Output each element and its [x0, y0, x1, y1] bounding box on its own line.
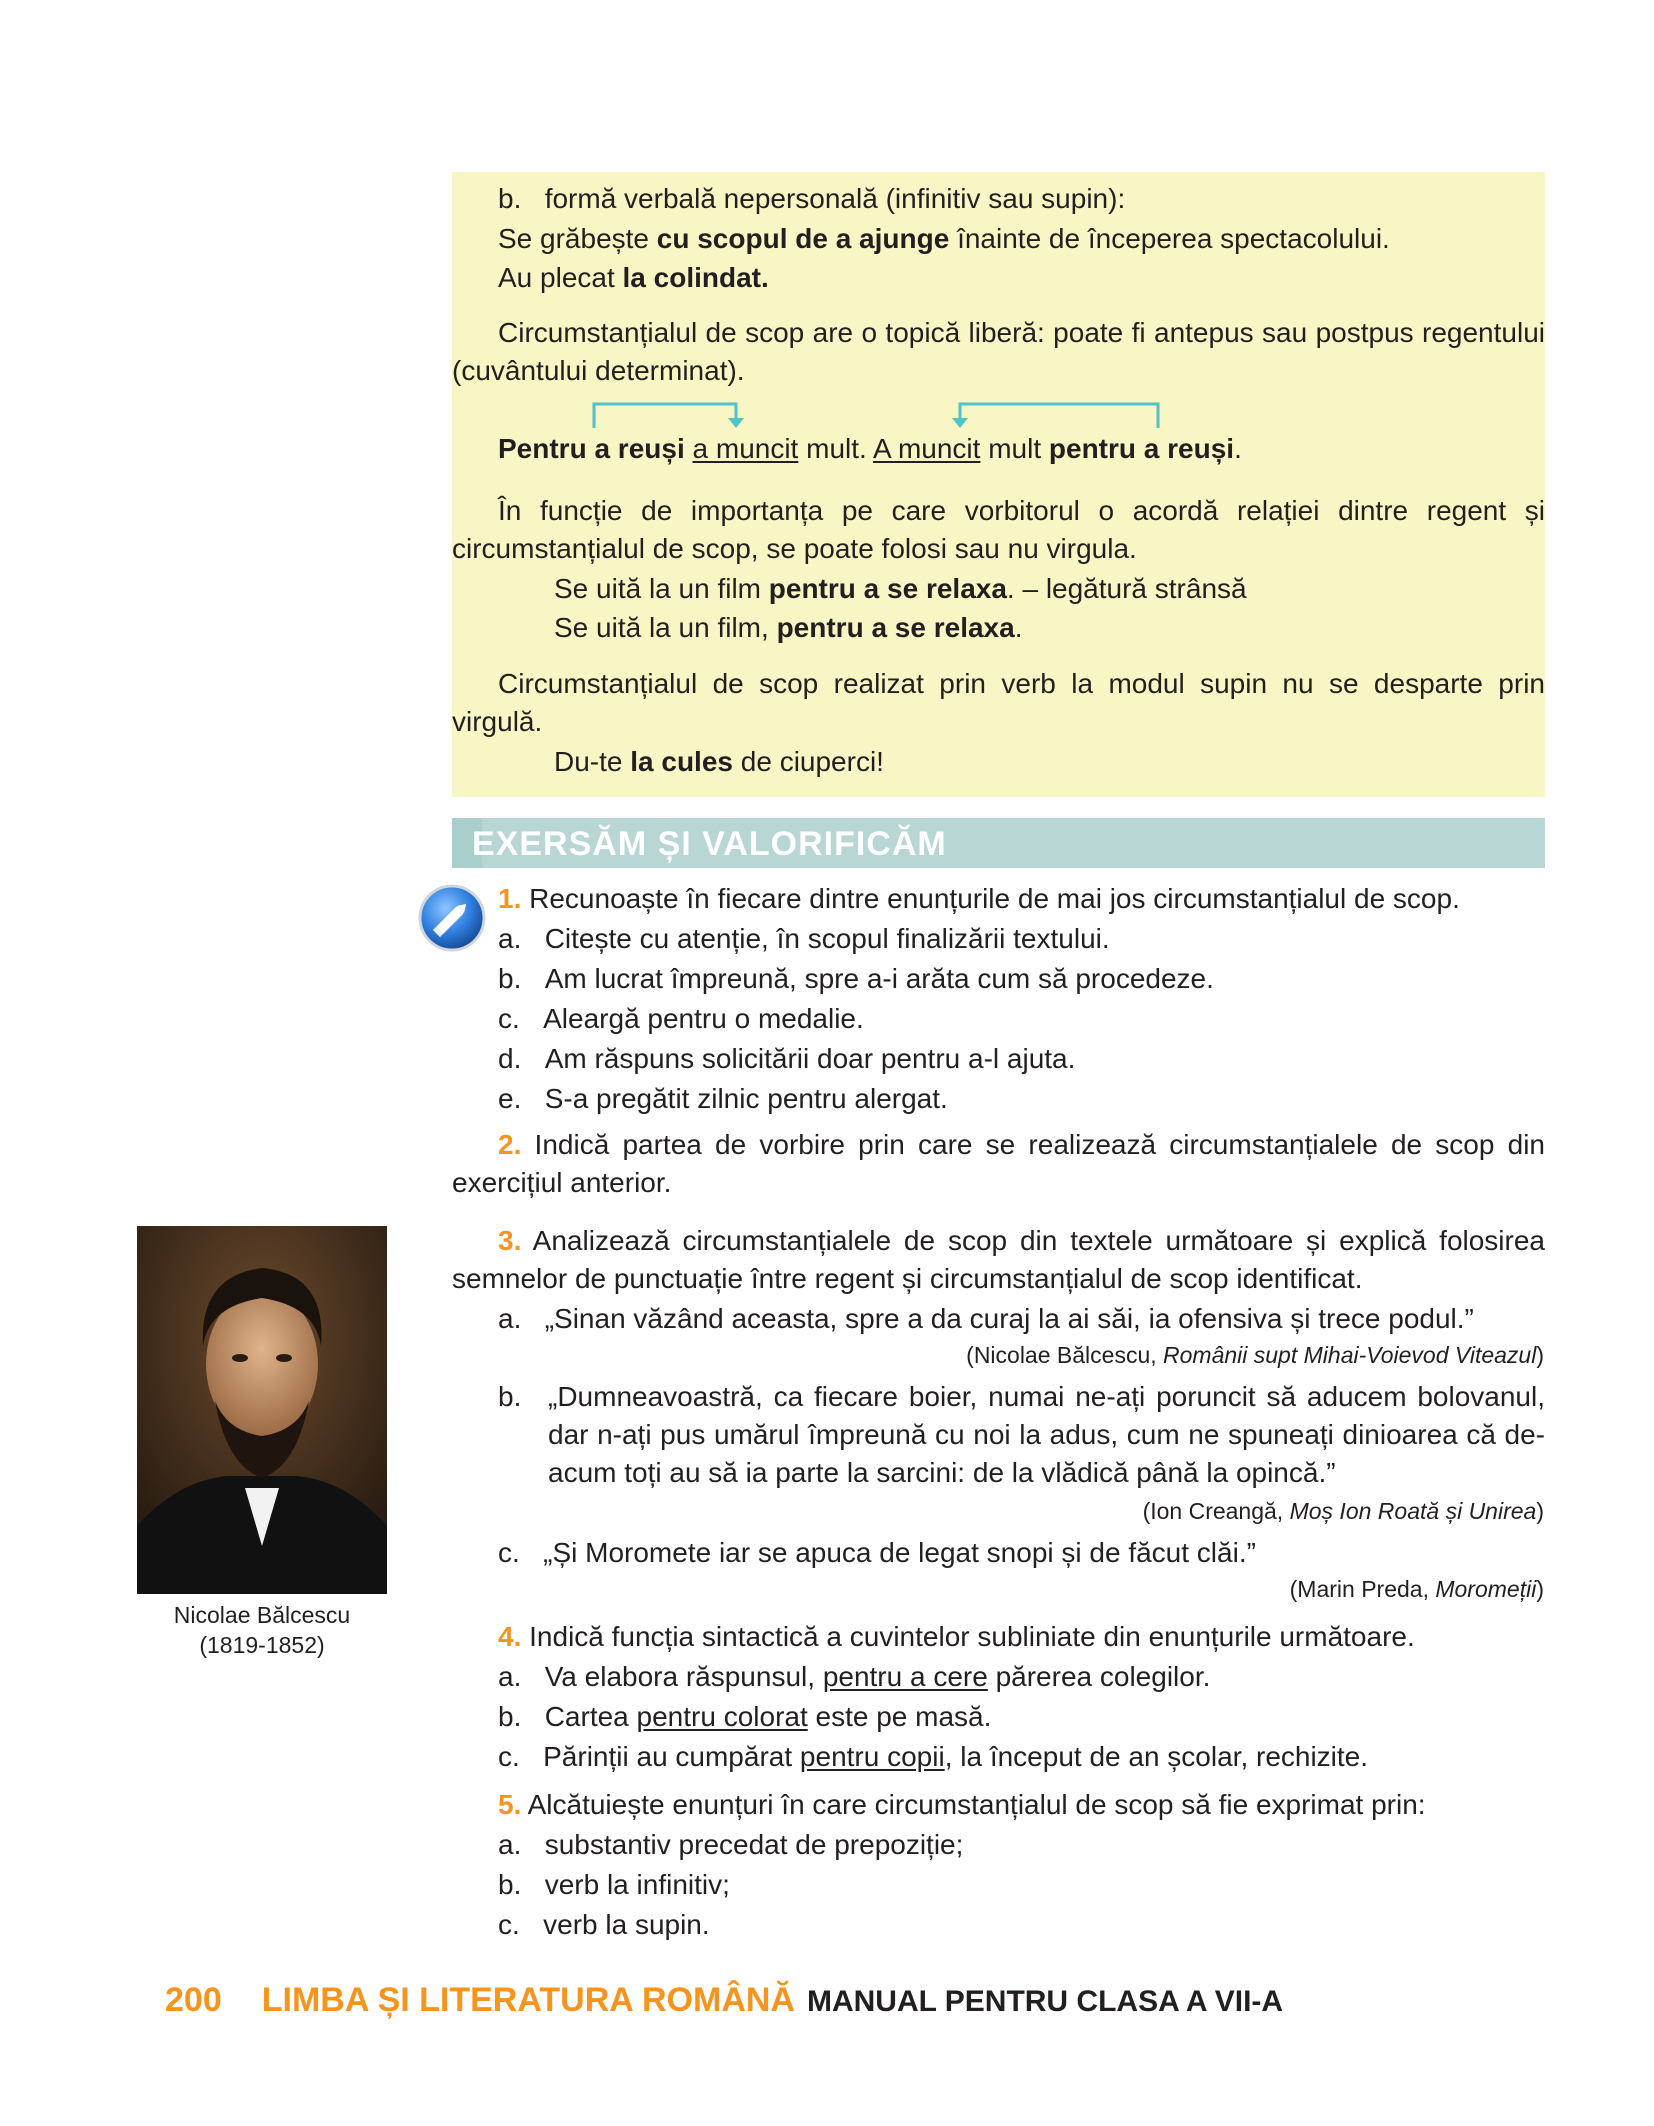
portrait-image [137, 1226, 387, 1594]
pencil-icon [416, 882, 488, 954]
theory-example-1 [498, 220, 1390, 258]
exercise-3-item-c [498, 1534, 1256, 1572]
exercise-number: 1. [498, 883, 522, 914]
topic-examples [498, 430, 1242, 468]
list-item-text: S-a pregătit zilnic pentru alergat. [544, 1083, 948, 1114]
underlined-word: pentru a cere [822, 1661, 988, 1692]
source-author: (Ion Creangă, [1142, 1498, 1290, 1524]
exercise-text: Recunoaște în fiecare dintre enunțurile de mai jos circumstanțialul de scop. [521, 883, 1460, 914]
exercise-3-source-a [966, 1340, 1544, 1370]
exercise-1-item-c [498, 1000, 864, 1038]
example-text: mult. [798, 433, 874, 464]
list-label: a. [498, 1303, 522, 1334]
exercise-5-item-a [498, 1826, 963, 1864]
list-item-text: Aleargă pentru o medalie. [543, 1003, 864, 1034]
list-item-text: este pe masă. [807, 1701, 992, 1732]
example-bold: pentru a se relaxa [768, 573, 1007, 604]
footer-manual: MANUAL PENTRU CLASA A VII-A [806, 1985, 1284, 2018]
comma-paragraph: În funcție de importanța pe care vorbitorul o acordă relației dintre regent și circumstanțialul de scop, se poate folosi sau nu virgula. [452, 495, 1545, 564]
exercise-number: 2. [498, 1129, 522, 1160]
source-end: ) [1536, 1498, 1544, 1524]
list-item-text: Citește cu atenție, în scopul finalizării textului. [544, 923, 1110, 954]
list-item-text: Părinții au cumpărat [543, 1741, 800, 1772]
example-underlined: a muncit [692, 433, 799, 464]
exercise-3-source-c [1290, 1574, 1544, 1604]
example-bold: pentru a se relaxa [776, 612, 1015, 643]
list-label: b. [498, 1701, 522, 1732]
source-author: (Nicolae Bălcescu, [966, 1342, 1164, 1368]
exercise-text: Analizează circumstanțialele de scop din textele următoare și explică folosirea semnelor de punctuație între regent și circumstanțialul de scop identificat. [452, 1225, 1545, 1294]
example-bold: cu scopul de a ajunge [656, 223, 950, 254]
footer-subject: LIMBA ȘI LITERATURA ROMÂNĂ [261, 1981, 795, 2019]
list-label: c. [498, 1003, 520, 1034]
list-label: b. [498, 1869, 522, 1900]
exercise-text: Indică funcția sintactică a cuvintelor subliniate din enunțurile următoare. [521, 1621, 1415, 1652]
example-text: mult [980, 433, 1049, 464]
list-label: a. [498, 1661, 522, 1692]
list-label: d. [498, 1043, 522, 1074]
source-work: Moromeții [1435, 1576, 1537, 1602]
exercise-1-prompt [498, 880, 1460, 918]
comma-example-2 [554, 609, 1022, 647]
list-item-text: Cartea [544, 1701, 637, 1732]
exercise-4-item-a [498, 1658, 1210, 1696]
exercise-4-item-b [498, 1698, 991, 1736]
exercise-5-item-b [498, 1866, 730, 1904]
list-item-text: , la început de an școlar, rechizite. [944, 1741, 1369, 1772]
section-title: EXERSĂM ȘI VALORIFICĂM [472, 825, 947, 863]
example-text: . – legătură strânsă [1006, 573, 1247, 604]
source-work: Moș Ion Roată și Unirea [1289, 1498, 1537, 1524]
theory-b-text: formă verbală nepersonală (infinitiv sau supin): [544, 183, 1126, 214]
theory-example-2 [498, 259, 769, 297]
page-number: 200 [165, 1981, 222, 2019]
exercise-3-item-a [498, 1300, 1474, 1338]
example-text: Se grăbește [498, 223, 657, 254]
list-label: b. [498, 183, 522, 214]
exercise-text: Indică partea de vorbire prin care se realizează circumstanțialele de scop din exercițiul anterior. [452, 1129, 1545, 1198]
exercise-4-prompt [498, 1618, 1415, 1656]
example-text: Se uită la un film [554, 573, 769, 604]
source-end: ) [1536, 1576, 1544, 1602]
exercise-4-item-c [498, 1738, 1368, 1776]
comma-example-1 [554, 570, 1247, 608]
example-text: Au plecat [498, 262, 623, 293]
example-text: . [1234, 433, 1242, 464]
source-end: ) [1536, 1342, 1544, 1368]
list-item-text: verb la supin. [543, 1909, 710, 1940]
page-footer [165, 1978, 1283, 2024]
exercise-3-prompt [452, 1222, 1545, 1298]
list-label: b. [498, 1381, 522, 1412]
source-work: Românii supt Mihai-Voievod Viteazul [1163, 1342, 1537, 1368]
exercise-5-item-c [498, 1906, 710, 1944]
topic-paragraph: Circumstanțialul de scop are o topică liberă: poate fi antepus sau postpus regentului (cuvântului determinat). [452, 317, 1545, 386]
exercise-1-item-b [498, 960, 1214, 998]
list-item-text: Am lucrat împreună, spre a-i arăta cum să procedeze. [544, 963, 1214, 994]
arrow-head [728, 418, 744, 428]
topic-arrows [590, 398, 1180, 434]
exercise-1-item-d [498, 1040, 1075, 1078]
example-underlined: A muncit [873, 433, 981, 464]
list-label: b. [498, 963, 522, 994]
exercise-text: Alcătuiește enunțuri în care circumstanțialul de scop să fie exprimat prin: [521, 1789, 1426, 1820]
theory-b-line [498, 180, 1125, 218]
exercise-3-source-b [1143, 1496, 1544, 1526]
exercise-number: 5. [498, 1789, 522, 1820]
list-label: c. [498, 1741, 520, 1772]
supin-paragraph: Circumstanțialul de scop realizat prin verb la modul supin nu se desparte prin virgulă. [452, 668, 1545, 737]
portrait-caption-name: Nicolae Bălcescu [173, 1602, 351, 1628]
exercise-3-item-b-text: „Dumneavoastră, ca fiecare boier, numai ne-ați poruncit să aducem bolovanul, dar n-ați pus umărul împreună cu noi la adus, cum ne spuneați dinioarea că de-acum toți au să ia parte la sarcini: de la vlădică până la opincă.” [548, 1381, 1545, 1488]
list-label: c. [498, 1909, 520, 1940]
arrow-head [952, 418, 968, 428]
exercise-1-item-e [498, 1080, 948, 1118]
example-bold: pentru a reuși [1048, 433, 1235, 464]
exercise-number: 4. [498, 1621, 522, 1652]
example-text: de ciuperci! [732, 746, 884, 777]
underlined-word: pentru colorat [636, 1701, 808, 1732]
supin-example [554, 743, 884, 781]
list-item-text: Va elabora răspunsul, [544, 1661, 823, 1692]
list-label: e. [498, 1083, 522, 1114]
exercise-5-prompt [498, 1786, 1426, 1824]
underlined-word: pentru copii [799, 1741, 945, 1772]
list-label: c. [498, 1537, 520, 1568]
quote-text: „Sinan văzând aceasta, spre a da curaj la ai săi, ia ofensiva și trece podul.” [544, 1303, 1474, 1334]
quote-text: „Și Moromete iar se apuca de legat snopi și de făcut clăi.” [543, 1537, 1256, 1568]
example-text: Du-te [554, 746, 631, 777]
portrait-caption-years: (1819-1852) [199, 1632, 325, 1658]
exercise-1-item-a [498, 920, 1110, 958]
portrait-nicolae-balcescu [137, 1226, 387, 1594]
list-label: a. [498, 1829, 522, 1860]
list-label: a. [498, 923, 522, 954]
example-text: Se uită la un film, [554, 612, 777, 643]
example-bold: la cules [630, 746, 733, 777]
example-text: . [1014, 612, 1023, 643]
exercise-3-item-b-label [498, 1378, 521, 1416]
list-item-text: verb la infinitiv; [544, 1869, 730, 1900]
list-item-text: părerea colegilor. [987, 1661, 1211, 1692]
exercise-2-prompt [452, 1126, 1545, 1202]
arrow-right-connector [594, 404, 736, 428]
example-bold: Pentru a reuși [498, 433, 685, 464]
exercise-number: 3. [498, 1225, 522, 1256]
source-author: (Marin Preda, [1289, 1576, 1436, 1602]
list-item-text: substantiv precedat de prepoziție; [544, 1829, 964, 1860]
arrow-left-connector [960, 404, 1158, 428]
list-item-text: Am răspuns solicitării doar pentru a-l ajuta. [544, 1043, 1076, 1074]
example-text: înainte de începerea spectacolului. [949, 223, 1390, 254]
example-bold: la colindat. [622, 262, 769, 293]
